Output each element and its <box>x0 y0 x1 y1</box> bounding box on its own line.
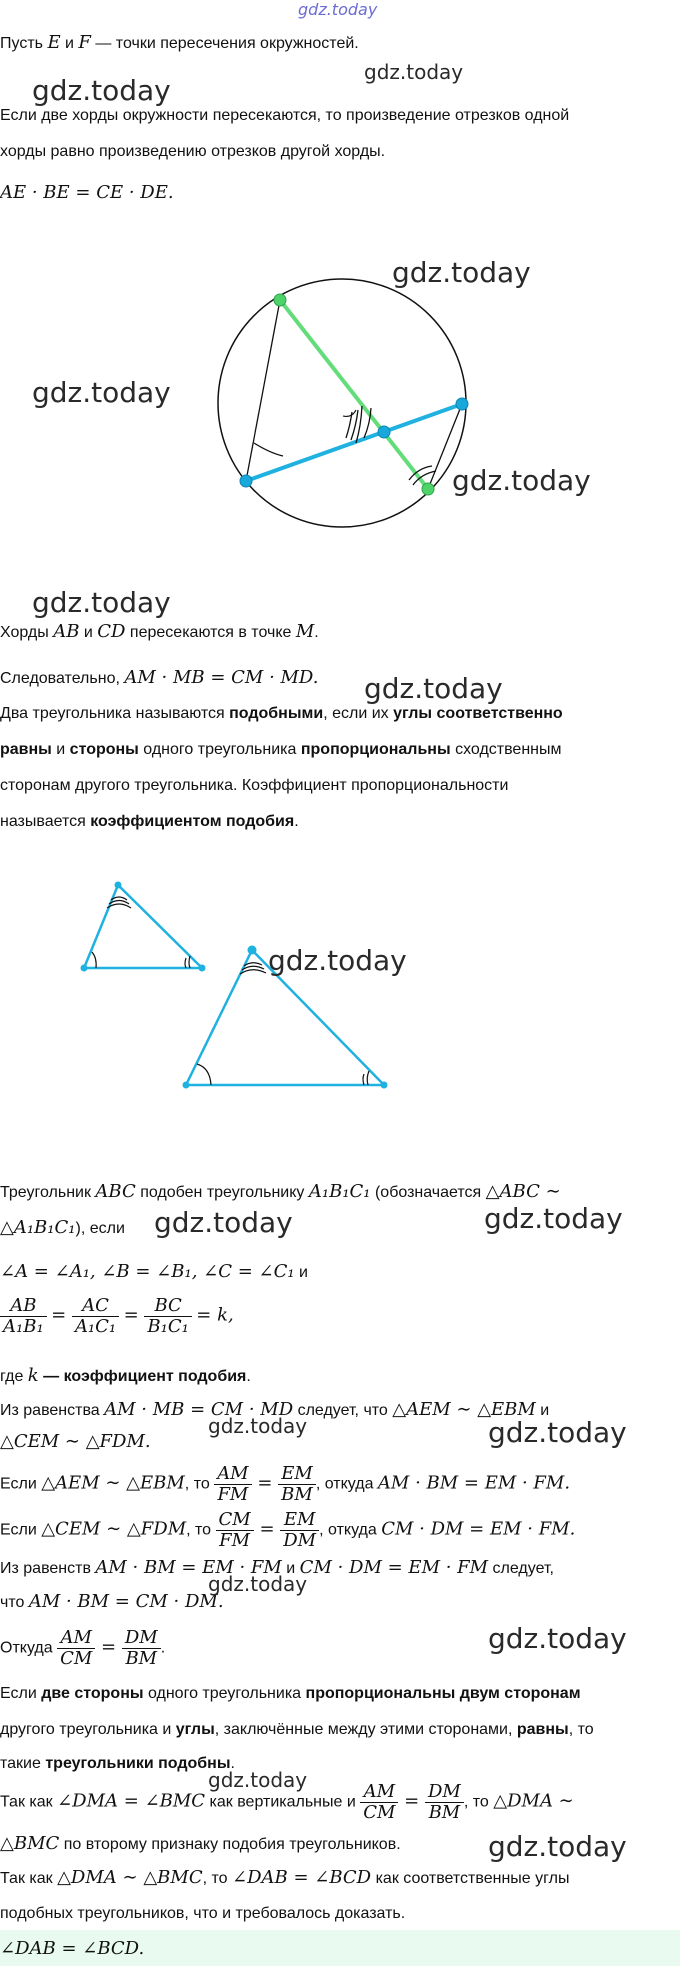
vertex-small-right <box>199 965 206 972</box>
watermark: gdz.today <box>488 1830 627 1863</box>
large-angle-right-1 <box>363 1074 364 1085</box>
watermark: gdz.today <box>364 672 503 705</box>
chords-intersect-line: Хорды AB и CD пересекаются в точке M. <box>0 621 319 642</box>
equality-follows-line-1: Из равенства AM · MB = CM · MD следует, что △AEM ∼ △EBM и <box>0 1399 550 1420</box>
point-green-top <box>274 294 286 306</box>
large-angle-left <box>197 1064 211 1085</box>
point-blue-left <box>240 475 252 487</box>
similar-triangles-diagram <box>0 870 680 1090</box>
similarity-def-line-1: Два треугольника называются подобными, если их углы соответственно <box>0 705 563 722</box>
vertex-small-top <box>115 882 122 889</box>
second-similarity-line: Если △CEM ∼ △FDM, то $\frac{CM}{FM}$ = $\frac{EM}{DM}$ , откуда CM · DM = EM · FM. <box>0 1509 576 1551</box>
similarity-notation-line-2: △A₁B₁C₁), если <box>0 1217 125 1238</box>
point-blue-right <box>456 398 468 410</box>
similarity-def-line-3: сторонам другого треугольника. Коэффициент пропорциональности <box>0 777 509 794</box>
similarity-def-line-4: называется коэффициентом подобия. <box>0 813 299 830</box>
watermark: gdz.today <box>364 60 464 84</box>
angle-arc-center-3 <box>356 406 362 443</box>
large-angle-right-2 <box>367 1071 369 1085</box>
vertical-angles-line-1: Так как ∠DMA = ∠BMC как вертикальные и $\frac{AM}{CM}$ = $\frac{DM}{BM}$ , то △DMA ∼ <box>0 1781 574 1823</box>
watermark: gdz.today <box>392 256 531 289</box>
equalities-line-2: что AM · BM = CM · DM. <box>0 1591 224 1612</box>
circle-chords-diagram <box>0 250 680 580</box>
similarity-def-line-2: равны и стороны одного треугольника пропорциональны сходственным <box>0 741 562 758</box>
vertex-large-top <box>248 946 257 955</box>
chord-theorem-line-2: хорды равно произведению отрезков другой хорды. <box>0 143 386 160</box>
watermark: gdz.today <box>154 1206 293 1239</box>
angle-arc-left <box>254 443 283 456</box>
watermark: gdz.today <box>488 1622 627 1655</box>
watermark-top: gdz.today <box>298 0 378 19</box>
watermark: gdz.today <box>208 1414 308 1438</box>
watermark: gdz.today <box>32 376 171 409</box>
equality-follows-line-2: △CEM ∼ △FDM. <box>0 1431 151 1452</box>
watermark: gdz.today <box>32 74 171 107</box>
small-angle-left <box>92 952 96 968</box>
point-blue-center <box>378 426 390 438</box>
second-criterion-line-2: другого треугольника и углы, заключённые между этими сторонами, равны, то <box>0 1721 594 1738</box>
coefficient-line: где k — коэффициент подобия. <box>0 1365 251 1386</box>
chord-theorem-line-1: Если две хорды окружности пересекаются, то произведение отрезков одной <box>0 107 570 124</box>
watermark: gdz.today <box>268 944 407 977</box>
ratio-line: Откуда $\frac{AM}{CM}$ = $\frac{DM}{BM}$ . <box>0 1627 166 1669</box>
watermark: gdz.today <box>484 1202 623 1235</box>
angles-equal-line: ∠A = ∠A₁, ∠B = ∠B₁, ∠C = ∠C₁ и <box>0 1261 308 1282</box>
conclusion-line-2: подобных треугольников, что и требовалось доказать. <box>0 1905 406 1922</box>
consequence-line: Следовательно, AM · MB = CM · MD. <box>0 667 319 688</box>
intro-line: Пусть E и F — точки пересечения окружностей. <box>0 32 359 53</box>
large-angle-top-3 <box>240 970 266 974</box>
equalities-line-1: Из равенств AM · BM = EM · FM и CM · DM = EM · FM следует, <box>0 1557 554 1578</box>
vertex-large-right <box>381 1082 388 1089</box>
vertex-large-left <box>183 1082 190 1089</box>
watermark: gdz.today <box>452 464 591 497</box>
watermark: gdz.today <box>208 1768 308 1792</box>
conclusion-line-1: Так как △DMA ∼ △BMC, то ∠DAB = ∠BCD как соответственные углы <box>0 1867 570 1888</box>
watermark: gdz.today <box>488 1416 627 1449</box>
proportion-formula: $\frac{AB}{\text{A₁B₁}}$ = $\frac{AC}{\text{A₁C₁}}$ = $\frac{BC}{\text{B₁C₁}}$ = k, <box>0 1296 234 1337</box>
vertex-small-left <box>81 965 88 972</box>
answer-box <box>0 1930 680 1966</box>
angle-arc-center-5 <box>343 410 356 416</box>
answer-formula: ∠DAB = ∠BCD. <box>0 1938 145 1959</box>
chord-blue <box>246 404 462 481</box>
chord-formula: AE · BE = CE · DE. <box>0 182 174 203</box>
point-green-bottom <box>422 483 434 495</box>
small-triangle <box>84 885 202 968</box>
first-similarity-line: Если △AEM ∼ △EBM, то $\frac{AM}{FM}$ = $\frac{EM}{BM}$ , откуда AM · BM = EM · FM. <box>0 1463 571 1505</box>
second-criterion-line-3: такие треугольники подобны. <box>0 1755 235 1772</box>
small-angle-right-2 <box>189 956 190 968</box>
vertical-angles-line-2: △BMC по второму признаку подобия треугольников. <box>0 1833 401 1854</box>
second-criterion-line-1: Если две стороны одного треугольника пропорциональны двум сторонам <box>0 1685 581 1702</box>
watermark: gdz.today <box>208 1572 308 1596</box>
watermark: gdz.today <box>32 586 171 619</box>
similarity-notation-line-1: Треугольник ABC подобен треугольнику A₁B₁C₁ (обозначается △ABC ∼ <box>0 1181 561 1202</box>
small-angle-right-1 <box>185 958 186 968</box>
